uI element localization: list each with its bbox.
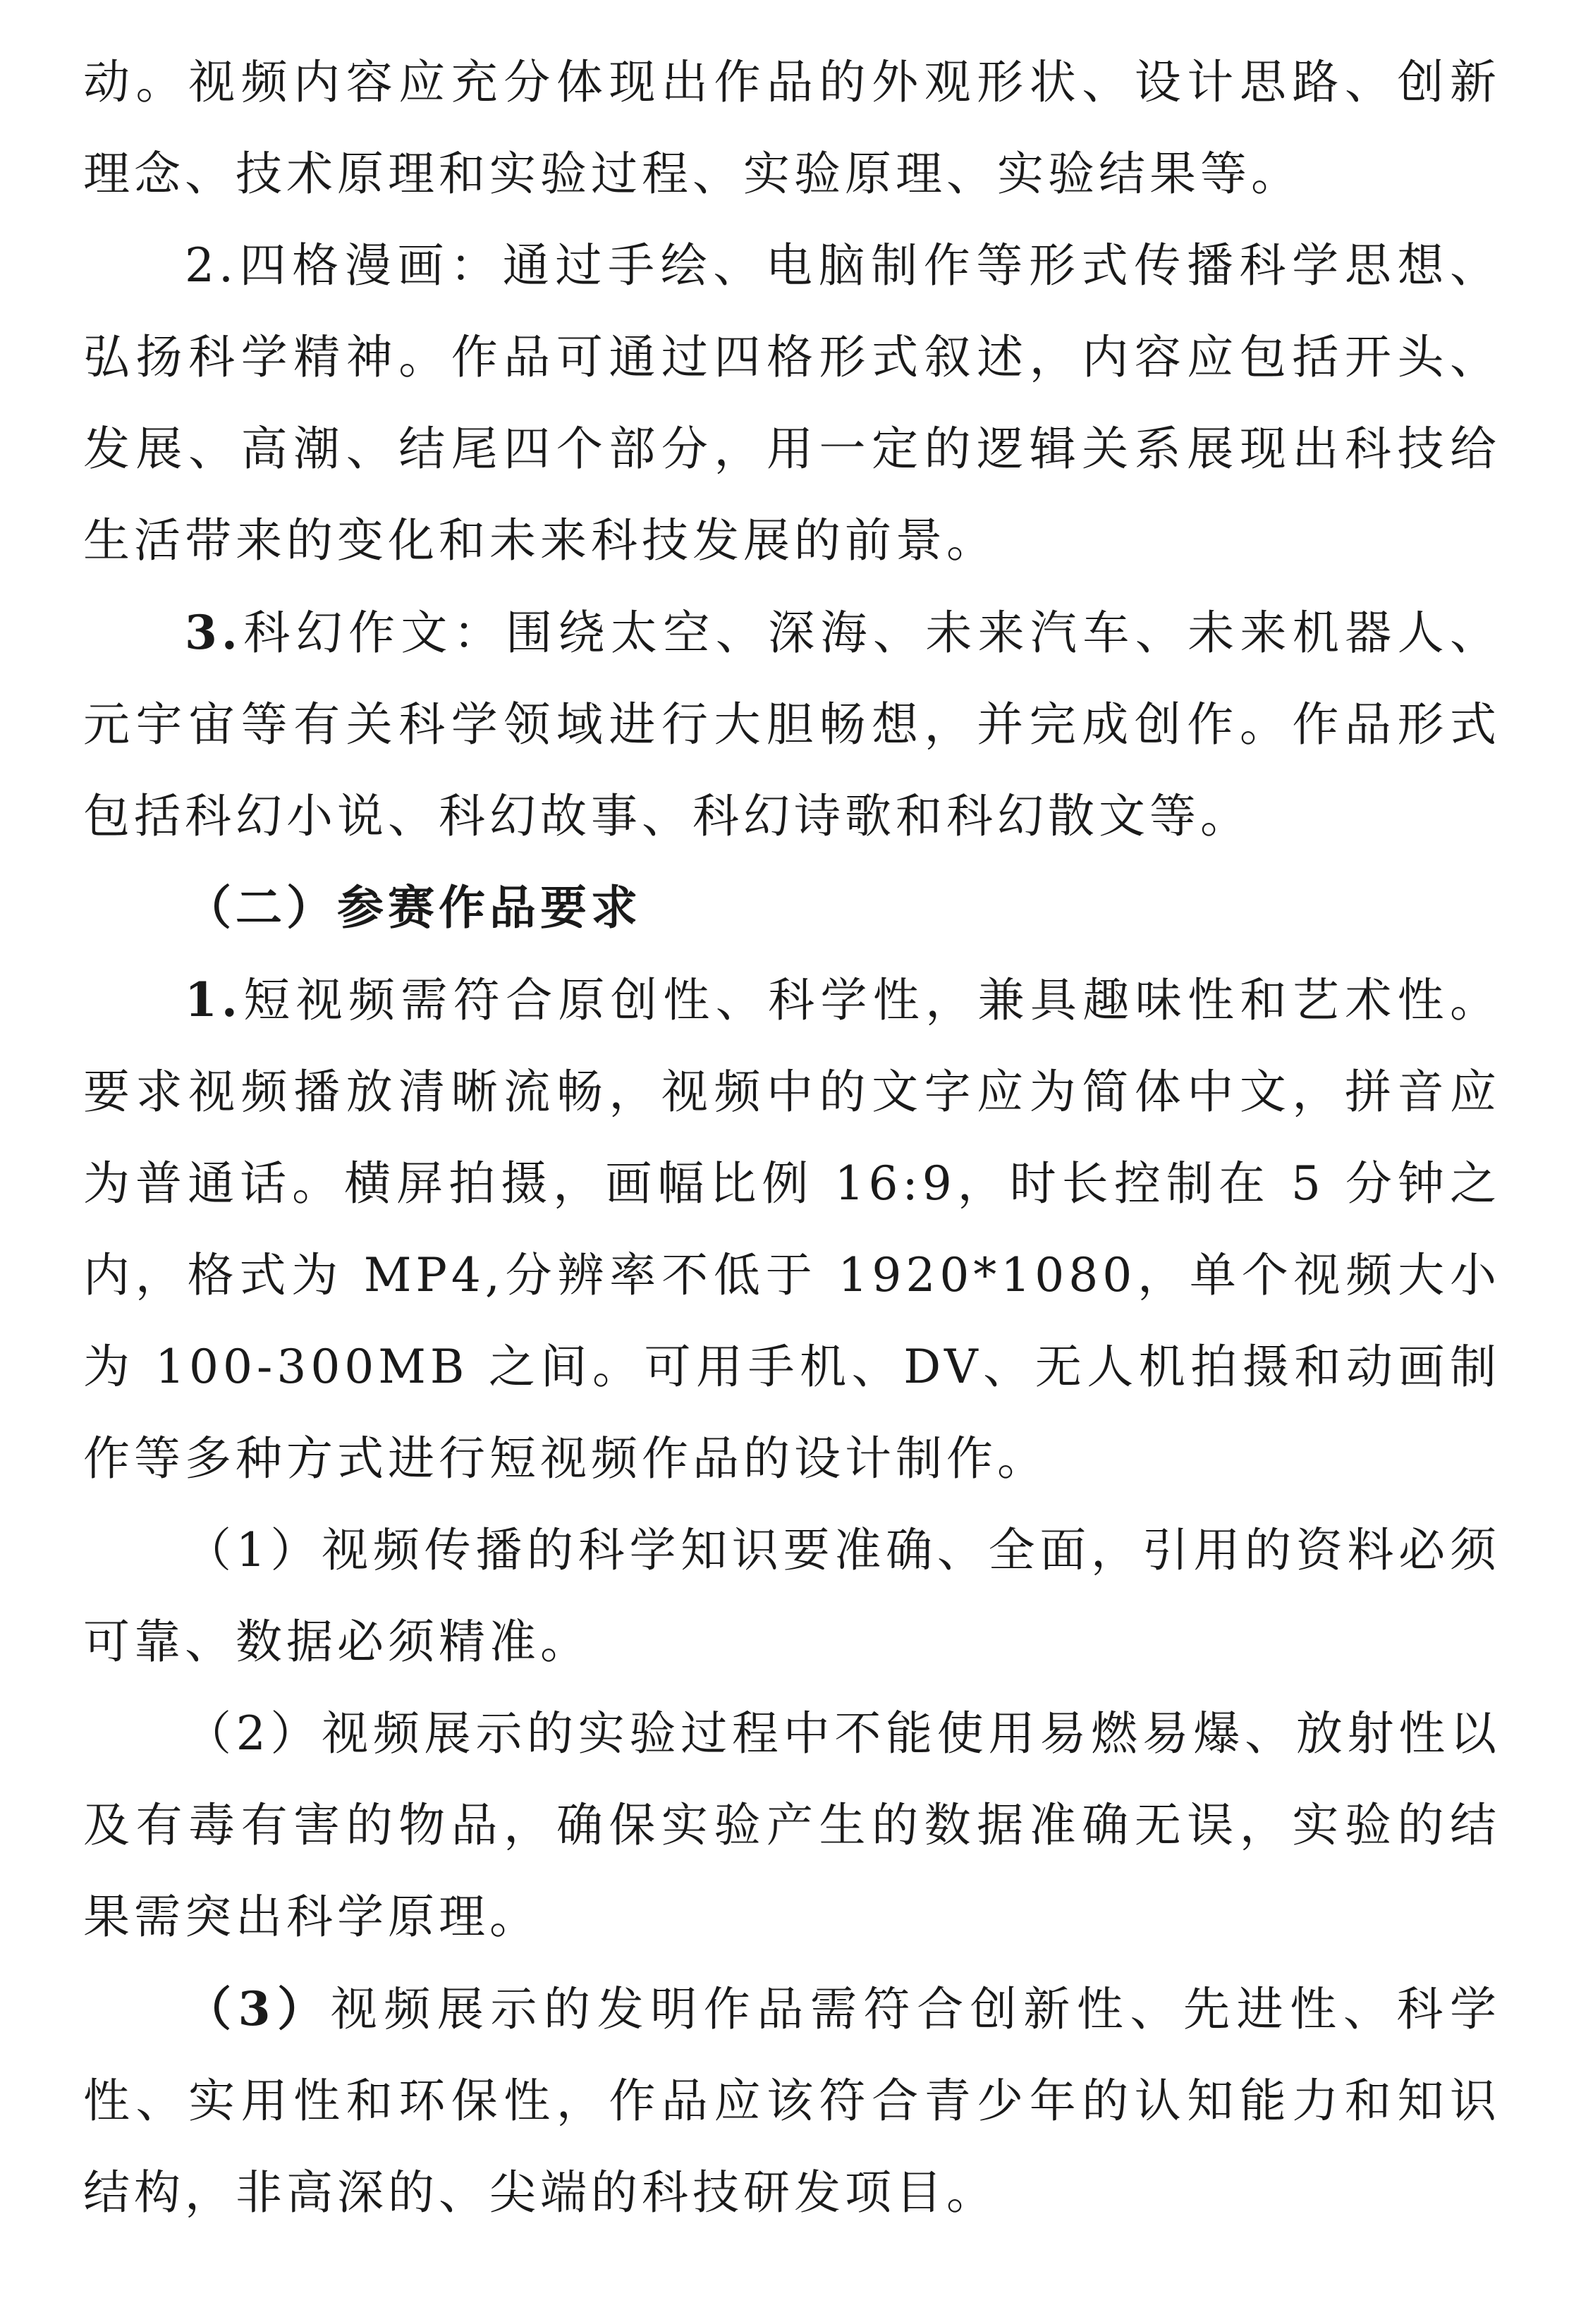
requirement-text: 视频传播的科学知识要准确、全面，引用的资料必须可靠、数据必须精准。 [83, 1523, 1501, 1669]
paragraph-number: 2. [185, 238, 238, 293]
section-heading: （二）参赛作品要求 [185, 881, 642, 935]
paragraph-four-panel-comic [83, 220, 1501, 587]
requirement-number: （2） [185, 1706, 322, 1761]
requirement-number: （3） [185, 1981, 331, 2036]
paragraph-text: 动。视频内容应充分体现出作品的外观形状、设计思路、创新理念、技术原理和实验过程、实验原理、实验结果等。 [83, 55, 1501, 201]
paragraph-text: 四格漫画：通过手绘、电脑制作等形式传播科学思想、弘扬科学精神。作品可通过四格形式叙述，内容应包括开头、发展、高潮、结尾四个部分，用一定的逻辑关系展现出科技给生活带来的变化和未来科技发展的前景。 [83, 238, 1501, 568]
paragraph-scifi-essay [83, 587, 1501, 862]
requirement-short-video [83, 954, 1501, 1505]
requirement-text: 视频展示的实验过程中不能使用易燃易爆、放射性以及有毒有害的物品，确保实验产生的数据准确无误，实验的结果需突出科学原理。 [83, 1706, 1501, 1944]
requirement-number: （1） [185, 1523, 322, 1577]
paragraph-number: 3. [185, 605, 242, 660]
requirement-text: 短视频需符合原创性、科学性，兼具趣味性和艺术性。要求视频播放清晰流畅，视频中的文字应为简体中文，拼音应为普通话。横屏拍摄，画幅比例 16:9，时长控制在 5 分钟之内，格式为 MP4,分辨率不低于 1920*1080，单个视频大小为 100-300MB 之间。可用手机、DV、无人机拍摄和动画制作等多种方式进行短视频作品的设计制作。 [83, 973, 1501, 1486]
requirement-number: 1. [185, 972, 242, 1027]
requirement-item-3 [83, 1963, 1501, 2239]
requirement-item-2 [83, 1688, 1501, 1963]
paragraph-video-content [83, 37, 1501, 220]
requirement-text: 视频展示的发明作品需符合创新性、先进性、科学性、实用性和环保性，作品应该符合青少年的认知能力和知识结构，非高深的、尖端的科技研发项目。 [83, 1982, 1501, 2220]
paragraph-text: 科幻作文：围绕太空、深海、未来汽车、未来机器人、元宇宙等有关科学领域进行大胆畅想，并完成创作。作品形式包括科幻小说、科幻故事、科幻诗歌和科幻散文等。 [83, 606, 1501, 843]
requirement-item-1 [83, 1505, 1501, 1688]
document-body [83, 37, 1501, 2239]
